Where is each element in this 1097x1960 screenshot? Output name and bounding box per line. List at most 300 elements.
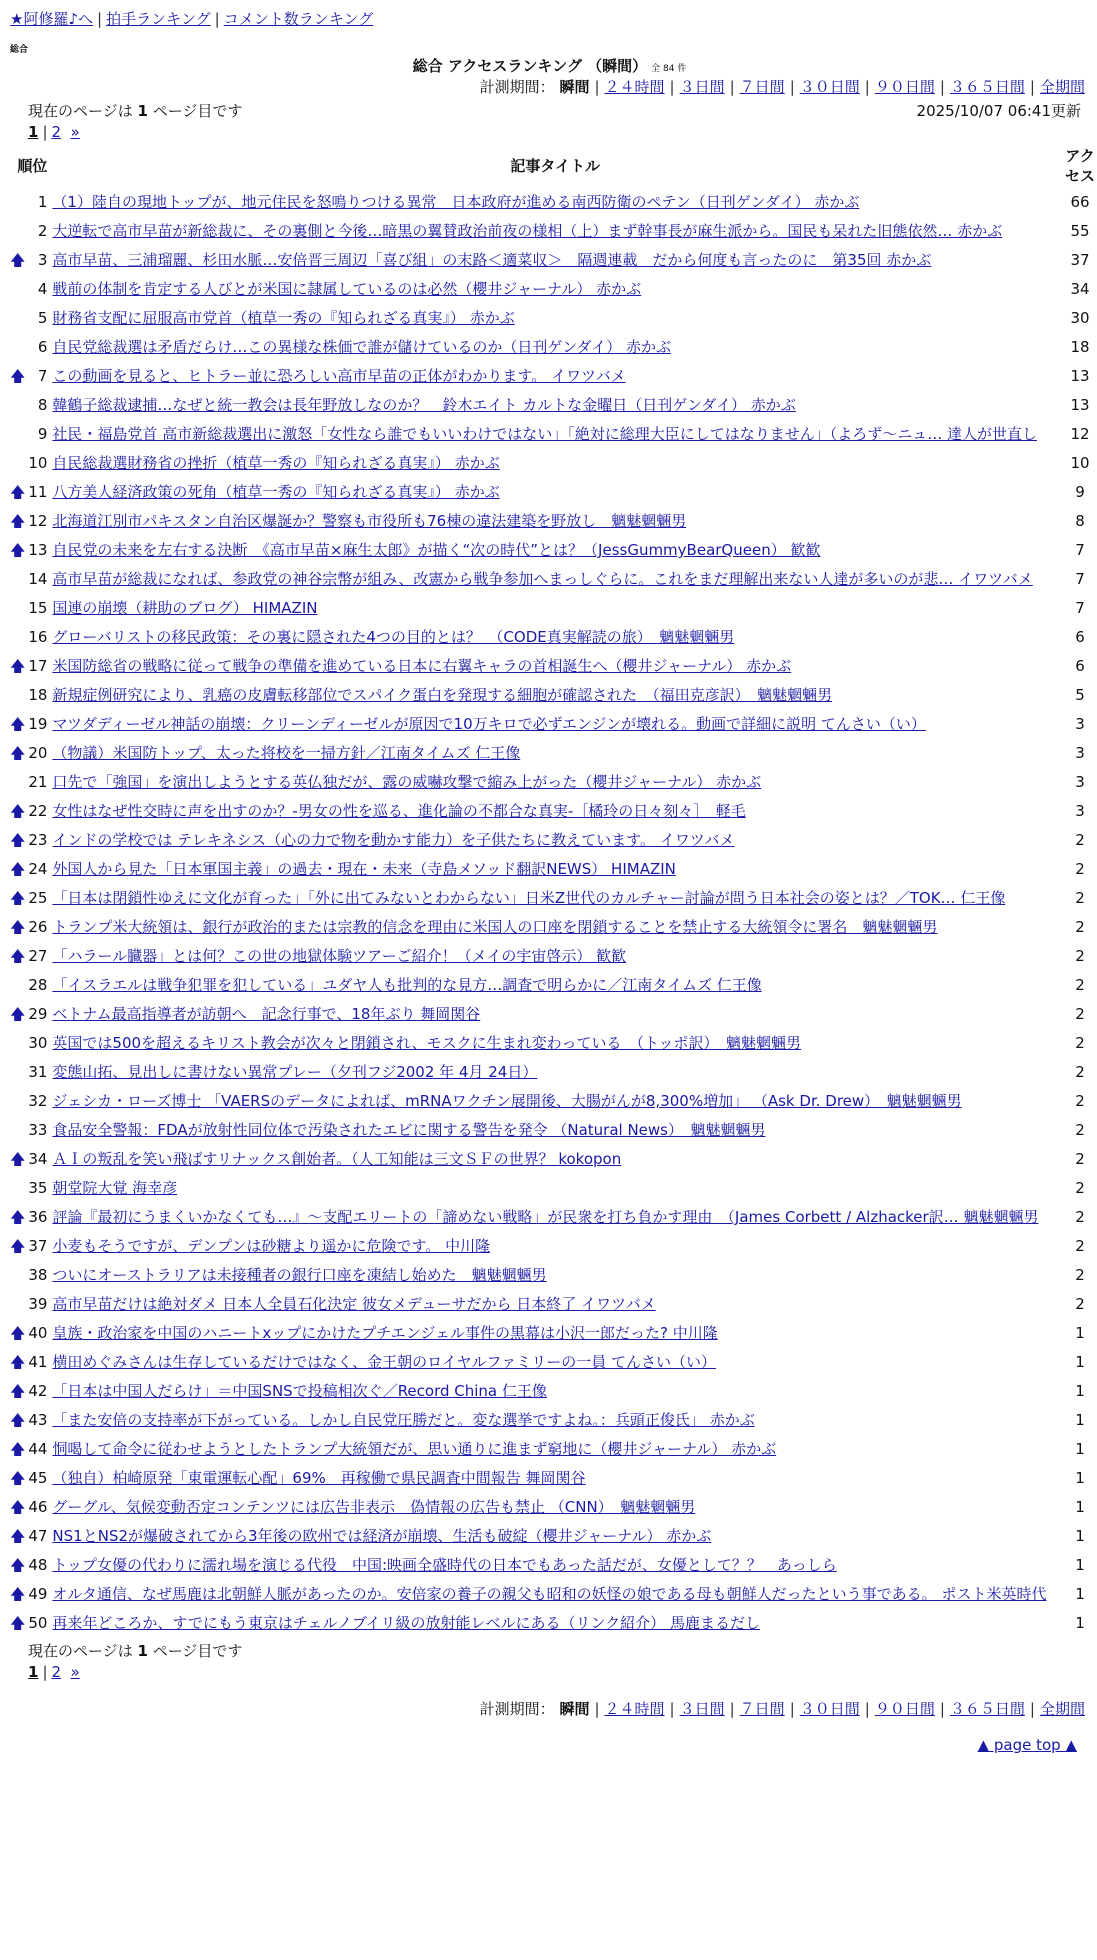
title-cell xyxy=(50,1203,1060,1232)
article-link[interactable]: 変態山拓、見出しに書けない異常プレー（夕刊フジ2002 年 4月 24日） xyxy=(52,1063,538,1081)
article-link[interactable]: 食品安全警報：FDAが放射性同位体で汚染されたエビに関する警告を発令 （Natural News） 魑魅魍魎男 xyxy=(52,1121,766,1139)
access-count: 34 xyxy=(1070,280,1090,298)
up-arrow-icon: 🡅 xyxy=(10,1498,26,1516)
title-cell xyxy=(50,507,1060,536)
arrow-cell xyxy=(10,1058,25,1087)
up-arrow-icon: 🡅 xyxy=(10,1614,26,1632)
up-arrow-icon: 🡅 xyxy=(10,802,26,820)
article-link[interactable]: ついにオーストラリアは未接種者の銀行口座を凍結し始めた 魑魅魍魎男 xyxy=(52,1266,547,1284)
article-link[interactable]: 「ハラール臓器」とは何？この世の地獄体験ツアーご紹介！（メイの宇宙啓示） 歓歓 xyxy=(52,947,627,965)
article-link[interactable]: 高市早苗、三浦瑠麗、杉田水脈…安倍晋三周辺「喜び組」の末路＜適菜収＞ 隔週連載 だから何度も言ったのに 第35回 赤かぶ xyxy=(52,251,932,269)
rank-number: 43 xyxy=(28,1411,48,1429)
title-cell xyxy=(50,1406,1060,1435)
title-cell xyxy=(50,304,1060,333)
up-arrow-icon: 🡅 xyxy=(10,657,26,675)
access-count: 55 xyxy=(1070,222,1090,240)
title-cell xyxy=(50,1609,1060,1638)
article-link[interactable]: 英国では500を超えるキリスト教会が次々と閉鎖され、モスクに生まれ変わっている （トッポ訳） 魑魅魍魎男 xyxy=(52,1034,802,1052)
rank-number: 24 xyxy=(28,860,48,878)
access-count: 1 xyxy=(1075,1469,1085,1487)
title-cell xyxy=(50,913,1060,942)
arrow-cell xyxy=(10,594,25,623)
arrow-cell xyxy=(10,420,25,449)
period-link-3d[interactable]: ３日間 xyxy=(679,1700,725,1718)
arrow-cell xyxy=(10,391,25,420)
rank-number: 22 xyxy=(28,802,48,820)
table-row xyxy=(10,536,1097,565)
access-count: 1 xyxy=(1075,1556,1085,1574)
access-count: 1 xyxy=(1075,1614,1085,1632)
article-link[interactable]: 恫喝して命令に従わせようとしたトランプ大統領だが、思い通りに進まず窮地に（櫻井ジャーナル） 赤かぶ xyxy=(52,1440,777,1458)
table-row xyxy=(10,768,1097,797)
period-link-7d[interactable]: ７日間 xyxy=(739,1700,785,1718)
table-row xyxy=(10,1145,1097,1174)
title-cell xyxy=(50,1319,1060,1348)
nav-separator: | xyxy=(97,10,103,28)
access-count: 9 xyxy=(1075,483,1085,501)
article-link[interactable]: この動画を見ると、ヒトラー並に恐ろしい高市早苗の正体がわかります。 イワツバメ xyxy=(52,367,626,385)
title-cell xyxy=(50,623,1060,652)
period-link-365d[interactable]: ３６５日間 xyxy=(949,78,1025,96)
access-count: 2 xyxy=(1075,976,1085,994)
access-count: 13 xyxy=(1070,396,1090,414)
title-cell xyxy=(50,1174,1060,1203)
up-arrow-icon: 🡅 xyxy=(10,889,26,907)
article-link[interactable]: 自民党総裁選は矛盾だらけ…この異様な株価で誰が儲けているのか（日刊ゲンダイ） 赤かぶ xyxy=(52,338,671,356)
table-row xyxy=(10,710,1097,739)
article-link[interactable]: 新規症例研究により、乳癌の皮膚転移部位でスパイク蛋白を発現する細胞が確認された （福田克彦訳） 魑魅魍魎男 xyxy=(52,686,833,704)
title-cell xyxy=(50,391,1060,420)
period-link-30d[interactable]: ３０日間 xyxy=(799,78,860,96)
access-count: 2 xyxy=(1075,1295,1085,1313)
article-link[interactable]: 自民党の未来を左右する決断 《高市早苗×麻生太郎》が描く“次の時代”とは？（JessGummyBearQueen） 歓歓 xyxy=(52,541,821,559)
period-link-all[interactable]: 全期間 xyxy=(1039,1700,1085,1718)
rank-number: 41 xyxy=(28,1353,48,1371)
table-row xyxy=(10,1609,1097,1638)
table-row xyxy=(10,1493,1097,1522)
rank-number: 42 xyxy=(28,1382,48,1400)
rank-number: 7 xyxy=(37,367,48,385)
article-link[interactable]: 女性はなぜ性交時に声を出すのか？-男女の性を巡る、進化論の不都合な真実-［橘玲の日々刻々］ 軽毛 xyxy=(52,802,746,820)
title-cell xyxy=(50,1145,1060,1174)
access-count: 1 xyxy=(1075,1411,1085,1429)
access-count: 2 xyxy=(1075,860,1085,878)
table-row xyxy=(10,942,1097,971)
pager-next[interactable]: » xyxy=(70,1663,80,1681)
table-row xyxy=(10,507,1097,536)
current-page-text: 現在のページは 1 ページ目です xyxy=(28,1642,243,1660)
article-link[interactable]: （独自）柏崎原発「東電運転心配」69% 再稼働で県民調査中間報告 舞岡関谷 xyxy=(52,1469,586,1487)
pager-next[interactable]: » xyxy=(70,123,80,141)
access-count: 1 xyxy=(1075,1324,1085,1342)
up-arrow-icon: 🡅 xyxy=(10,541,26,559)
title-cell xyxy=(50,942,1060,971)
table-row xyxy=(10,913,1097,942)
article-link[interactable]: NS1とNS2が爆破されてから3年後の欧州では経済が崩壊、生活も破綻（櫻井ジャーナル） 赤かぶ xyxy=(52,1527,712,1545)
arrow-cell xyxy=(10,1290,25,1319)
arrow-cell xyxy=(10,1116,25,1145)
arrow-cell xyxy=(10,1261,25,1290)
access-count: 2 xyxy=(1075,1063,1085,1081)
rank-number: 45 xyxy=(28,1469,48,1487)
arrow-cell xyxy=(10,1174,25,1203)
title-cell xyxy=(50,1435,1060,1464)
rank-number: 29 xyxy=(28,1005,48,1023)
ranking-table xyxy=(10,144,1097,1638)
access-count: 13 xyxy=(1070,367,1090,385)
article-link[interactable]: オルタ通信、なぜ馬鹿は北朝鮮人脈があったのか。安倍家の養子の親父も昭和の妖怪の娘である母も朝鮮人だったという事である。 ポスト米英時代 xyxy=(52,1585,1047,1603)
access-count: 6 xyxy=(1075,657,1085,675)
table-row xyxy=(10,884,1097,913)
rank-number: 31 xyxy=(28,1063,48,1081)
rank-number: 50 xyxy=(28,1614,48,1632)
article-link[interactable]: 大逆転で高市早苗が新総裁に、その裏側と今後…暗黒の翼賛政治前夜の様相（上）まず幹事長が麻生派から。国民も呆れた旧態依然… 赤かぶ xyxy=(52,222,1003,240)
article-link[interactable]: 米国防総省の戦略に従って戦争の準備を進めている日本に右翼キャラの首相誕生へ（櫻井ジャーナル） 赤かぶ xyxy=(52,657,792,675)
up-arrow-icon: 🡅 xyxy=(10,947,26,965)
article-link[interactable]: 韓鶴子総裁逮捕…なぜと統一教会は長年野放しなのか？ 鈴木エイト カルトな金曜日（日刊ゲンダイ） 赤かぶ xyxy=(52,396,796,414)
article-link[interactable]: マツダディーゼル神話の崩壊：クリーンディーゼルが原因で10万キロで必ずエンジンが壊れる。動画で詳細に説明 てんさい（い） xyxy=(52,715,926,733)
up-arrow-icon: 🡅 xyxy=(10,1440,26,1458)
period-label: 計測期間： xyxy=(479,78,555,96)
pager-current: 1 xyxy=(28,123,39,141)
access-count: 2 xyxy=(1075,831,1085,849)
title-cell xyxy=(50,420,1060,449)
title-cell xyxy=(50,1522,1060,1551)
pager-link-2[interactable]: 2 xyxy=(51,1663,62,1681)
article-link[interactable]: ジェシカ・ローズ博士 「VAERSのデータによれば、mRNAワクチン展開後、大腸がんが8,300%増加」 （Ask Dr. Drew） 魑魅魍魎男 xyxy=(52,1092,962,1110)
title-cell xyxy=(50,246,1060,275)
rank-number: 4 xyxy=(37,280,48,298)
article-link[interactable]: 高市早苗だけは絶対ダメ 日本人全員石化決定 彼女メデューサだから 日本終了 イワツバメ xyxy=(52,1295,656,1313)
access-count: 6 xyxy=(1075,628,1085,646)
rank-number: 17 xyxy=(28,657,48,675)
article-link[interactable]: 小麦もそうですが、デンプンは砂糖より遥かに危険です。 中川隆 xyxy=(52,1237,491,1255)
access-count: 1 xyxy=(1075,1585,1085,1603)
rank-number: 25 xyxy=(28,889,48,907)
article-link[interactable]: 「日本は中国人だらけ」＝中国SNSで投稿相次ぐ／Record China 仁王像 xyxy=(52,1382,547,1400)
rank-number: 38 xyxy=(28,1266,48,1284)
article-link[interactable]: インドの学校では テレキネシス（心の力で物を動かす能力）を子供たちに教えています。 イワツバメ xyxy=(52,831,735,849)
table-row xyxy=(10,652,1097,681)
article-link[interactable]: 口先で「強国」を演出しようとする英仏独だが、露の威嚇攻撃で縮み上がった（櫻井ジャーナル） 赤かぶ xyxy=(52,773,762,791)
rank-number: 36 xyxy=(28,1208,48,1226)
article-link[interactable]: 戦前の体制を肯定する人びとが米国に隷属しているのは必然（櫻井ジャーナル） 赤かぶ xyxy=(52,280,642,298)
table-row xyxy=(10,1116,1097,1145)
rank-number: 33 xyxy=(28,1121,48,1139)
article-link[interactable]: 「また安倍の支持率が下がっている。しかし自民党圧勝だと。変な選挙ですよね。：兵頭正俊氏」 赤かぶ xyxy=(52,1411,755,1429)
table-row xyxy=(10,797,1097,826)
rank-number: 13 xyxy=(28,541,48,559)
rank-number: 18 xyxy=(28,686,48,704)
category-label: 総合 xyxy=(10,45,29,55)
header-rank: 順位 xyxy=(17,157,48,175)
nav-link-ashura[interactable]: ★阿修羅♪へ xyxy=(10,10,94,28)
arrow-cell xyxy=(10,565,25,594)
rank-number: 40 xyxy=(28,1324,48,1342)
rank-number: 9 xyxy=(37,425,48,443)
rank-number: 6 xyxy=(37,338,48,356)
table-row xyxy=(10,971,1097,1000)
table-row xyxy=(10,594,1097,623)
access-count: 3 xyxy=(1075,773,1085,791)
article-link[interactable]: 外国人から見た「日本軍国主義」の過去・現在・未来（寺島メソッド翻訳NEWS） HIMAZIN xyxy=(52,860,676,878)
article-link[interactable]: 「日本は閉鎖性ゆえに文化が育った」「外に出てみないとわからない」日米Z世代のカルチャー討論が問う日本社会の姿とは？／TOK… 仁王像 xyxy=(52,889,1006,907)
table-header-row xyxy=(10,144,1097,188)
article-link[interactable]: 皇族・政治家を中国のハニートxップにかけたプチエンジェル事件の黒幕は小沢一郎だった? 中川隆 xyxy=(52,1324,718,1342)
rank-number: 47 xyxy=(28,1527,48,1545)
article-link[interactable]: 評論『最初にうまくいかなくても…』〜支配エリートの「諦めない戦略」が民衆を打ち負かす理由 （James Corbett / Alzhacker訳… 魑魅魍魎男 xyxy=(52,1208,1039,1226)
article-link[interactable]: 「イスラエルは戦争犯罪を犯している」ユダヤ人も批判的な見方…調査で明らかに／江南タイムズ 仁王像 xyxy=(52,976,762,994)
table-row xyxy=(10,855,1097,884)
up-arrow-icon: 🡅 xyxy=(10,918,26,936)
title-cell xyxy=(50,1232,1060,1261)
article-link[interactable]: 横田めぐみさんは生存しているだけではなく、金王朝のロイヤルファミリーの一員 てんさい（い） xyxy=(52,1353,716,1371)
up-arrow-icon: 🡅 xyxy=(10,251,26,269)
up-arrow-icon: 🡅 xyxy=(10,1527,26,1545)
arrow-cell xyxy=(10,623,25,652)
period-link-24h[interactable]: ２４時間 xyxy=(604,1700,665,1718)
access-count: 2 xyxy=(1075,889,1085,907)
access-count: 2 xyxy=(1075,1179,1085,1197)
table-row xyxy=(10,449,1097,478)
article-link[interactable]: グーグル、気候変動否定コンテンツには広告非表示 偽情報の広告も禁止 （CNN） 魑魅魍魎男 xyxy=(52,1498,696,1516)
article-link[interactable]: 北海道江別市パキスタン自治区爆誕か？警察も市役所も76棟の違法建築を野放し 魑魅魍魎男 xyxy=(52,512,687,530)
table-row xyxy=(10,333,1097,362)
article-link[interactable]: ベトナム最高指導者が訪朝へ 記念行事で、18年ぶり 舞岡関谷 xyxy=(52,1005,481,1023)
rank-number: 44 xyxy=(28,1440,48,1458)
arrow-cell xyxy=(10,1029,25,1058)
table-row xyxy=(10,275,1097,304)
page-top-link[interactable]: ▲ page top ▲ xyxy=(977,1736,1077,1754)
access-count: 1 xyxy=(1075,1440,1085,1458)
table-row xyxy=(10,1580,1097,1609)
title-cell xyxy=(50,275,1060,304)
header-access: アクセス xyxy=(1064,147,1095,185)
access-count: 2 xyxy=(1075,1121,1085,1139)
arrow-cell xyxy=(10,449,25,478)
title-cell xyxy=(50,1000,1060,1029)
article-link[interactable]: 社民・福島党首 高市新総裁選出に激怒「女性なら誰でもいいわけではない」「絶対に総理大臣にしてはなりません」（よろず〜ニュ… 達人が世直し xyxy=(52,425,1037,443)
title-cell xyxy=(50,1058,1060,1087)
page-top-container xyxy=(10,1736,1089,1754)
article-link[interactable]: 国連の崩壊（耕助のブログ） HIMAZIN xyxy=(52,599,318,617)
page-info xyxy=(10,100,1089,122)
arrow-cell xyxy=(10,971,25,1000)
pager-link-2[interactable]: 2 xyxy=(51,123,62,141)
article-link[interactable]: 高市早苗が総裁になれば、参政党の神谷宗幣が組み、改憲から戦争参加へまっしぐらに。これをまだ理解出来ない人達が多いのが悲… イワツバメ xyxy=(52,570,1033,588)
title-cell xyxy=(50,1493,1060,1522)
access-count: 2 xyxy=(1075,1150,1085,1168)
article-link[interactable]: 再来年どころか、すでにもう東京はチェルノブイリ級の放射能レベルにある（リンク紹介） 馬鹿まるだし xyxy=(52,1614,760,1632)
table-row xyxy=(10,1348,1097,1377)
period-selector-bottom: 計測期間： 瞬間 | ２４時間 | ３日間 | ７日間 | ３０日間 | ９０日間 | ３６５日間 | 全期間 xyxy=(479,1700,1085,1718)
rank-number: 20 xyxy=(28,744,48,762)
up-arrow-icon: 🡅 xyxy=(10,744,26,762)
title-cell xyxy=(50,1464,1060,1493)
article-link[interactable]: （物議）米国防トップ、太った将校を一掃方針／江南タイムズ 仁王像 xyxy=(52,744,521,762)
total-count: 全 84 件 xyxy=(651,64,687,74)
rank-number: 48 xyxy=(28,1556,48,1574)
table-row xyxy=(10,1551,1097,1580)
title-cell xyxy=(50,826,1060,855)
up-arrow-icon: 🡅 xyxy=(10,1556,26,1574)
rank-number: 12 xyxy=(28,512,48,530)
ranking-title: 総合 アクセスランキング （瞬間） xyxy=(412,57,648,75)
pager-current: 1 xyxy=(28,1663,39,1681)
access-count: 3 xyxy=(1075,715,1085,733)
table-row xyxy=(10,1087,1097,1116)
article-link[interactable]: （1）陸自の現地トップが、地元住民を怒鳴りつける異常 日本政府が進める南西防衛のペテン（日刊ゲンダイ） 赤かぶ xyxy=(52,193,860,211)
article-link[interactable]: トランプ米大統領は、銀行が政治的または宗教的信念を理由に米国人の口座を閉鎖することを禁止する大統領令に署名 魑魅魍魎男 xyxy=(52,918,938,936)
arrow-cell xyxy=(10,304,25,333)
article-link[interactable]: 自民総裁選財務省の挫折（植草一秀の『知られざる真実』） 赤かぶ xyxy=(52,454,500,472)
period-link-30d[interactable]: ３０日間 xyxy=(799,1700,860,1718)
title-cell xyxy=(50,478,1060,507)
access-count: 1 xyxy=(1075,1382,1085,1400)
title-cell xyxy=(50,971,1060,1000)
up-arrow-icon: 🡅 xyxy=(10,1411,26,1429)
table-row xyxy=(10,623,1097,652)
access-count: 37 xyxy=(1070,251,1090,269)
nav-link-comment-ranking[interactable]: コメント数ランキング xyxy=(223,10,374,28)
table-row xyxy=(10,1261,1097,1290)
pager-bottom: 1 | 2 » xyxy=(28,1663,80,1681)
table-row xyxy=(10,681,1097,710)
updated-timestamp: 2025/10/07 06:41更新 xyxy=(916,102,1081,120)
access-count: 2 xyxy=(1075,1237,1085,1255)
access-count: 66 xyxy=(1070,193,1090,211)
rank-number: 14 xyxy=(28,570,48,588)
up-arrow-icon: 🡅 xyxy=(10,1469,26,1487)
rank-number: 30 xyxy=(28,1034,48,1052)
access-count: 2 xyxy=(1075,1208,1085,1226)
nav-link-applause-ranking[interactable]: 拍手ランキング xyxy=(106,10,211,28)
article-link[interactable]: トップ女優の代わりに濡れ場を演じる代役 中国:映画全盛時代の日本でもあった話だが、女優として？？ あっしら xyxy=(52,1556,837,1574)
rank-number: 49 xyxy=(28,1585,48,1603)
table-row xyxy=(10,304,1097,333)
table-row xyxy=(10,478,1097,507)
period-link-90d[interactable]: ９０日間 xyxy=(874,78,935,96)
arrow-cell xyxy=(10,681,25,710)
access-count: 1 xyxy=(1075,1353,1085,1371)
rank-number: 34 xyxy=(28,1150,48,1168)
article-link[interactable]: グローバリストの移民政策：その裏に隠された4つの目的とは？ （CODE真実解読の旅） 魑魅魍魎男 xyxy=(52,628,735,646)
up-arrow-icon: 🡅 xyxy=(10,483,26,501)
rank-number: 19 xyxy=(28,715,48,733)
period-link-all[interactable]: 全期間 xyxy=(1039,78,1085,96)
rank-number: 10 xyxy=(28,454,48,472)
period-link-3d[interactable]: ３日間 xyxy=(679,78,725,96)
arrow-cell xyxy=(10,1087,25,1116)
title-cell xyxy=(50,768,1060,797)
period-label: 計測期間： xyxy=(479,1700,555,1718)
title-cell xyxy=(50,188,1060,217)
table-row xyxy=(10,391,1097,420)
period-link-365d[interactable]: ３６５日間 xyxy=(949,1700,1025,1718)
rank-number: 35 xyxy=(28,1179,48,1197)
article-link[interactable]: 財務省支配に屈服高市党首（植草一秀の『知られざる真実』） 赤かぶ xyxy=(52,309,515,327)
table-row xyxy=(10,1464,1097,1493)
table-row xyxy=(10,565,1097,594)
up-arrow-icon: 🡅 xyxy=(10,1005,26,1023)
page-info-bottom xyxy=(10,1640,1089,1662)
article-link[interactable]: ＡＩの叛乱を笑い飛ばすリナックス創始者。（人工知能は三文ＳＦの世界？ kokopon xyxy=(52,1150,622,1168)
rank-number: 8 xyxy=(37,396,48,414)
title-cell xyxy=(50,1029,1060,1058)
title-cell xyxy=(50,1116,1060,1145)
ranking-body xyxy=(10,188,1097,1638)
table-row xyxy=(10,1435,1097,1464)
period-link-24h[interactable]: ２４時間 xyxy=(604,78,665,96)
access-count: 7 xyxy=(1075,570,1085,588)
access-count: 5 xyxy=(1075,686,1085,704)
table-row xyxy=(10,362,1097,391)
table-row xyxy=(10,246,1097,275)
rank-number: 11 xyxy=(28,483,48,501)
access-count: 1 xyxy=(1075,1498,1085,1516)
rank-number: 46 xyxy=(28,1498,48,1516)
title-cell xyxy=(50,1580,1060,1609)
table-row xyxy=(10,1058,1097,1087)
access-count: 2 xyxy=(1075,1034,1085,1052)
title-cell xyxy=(50,565,1060,594)
up-arrow-icon: 🡅 xyxy=(10,1353,26,1371)
rank-number: 27 xyxy=(28,947,48,965)
period-link-7d[interactable]: ７日間 xyxy=(739,78,785,96)
access-count: 7 xyxy=(1075,599,1085,617)
title-cell xyxy=(50,855,1060,884)
access-count: 2 xyxy=(1075,918,1085,936)
up-arrow-icon: 🡅 xyxy=(10,1585,26,1603)
current-page-text: 現在のページは 1 ページ目です xyxy=(28,102,243,120)
title-cell xyxy=(50,884,1060,913)
arrow-cell xyxy=(10,275,25,304)
table-row xyxy=(10,1319,1097,1348)
access-count: 3 xyxy=(1075,744,1085,762)
table-row xyxy=(10,188,1097,217)
title-cell xyxy=(50,594,1060,623)
table-row xyxy=(10,217,1097,246)
arrow-cell xyxy=(10,333,25,362)
period-link-90d[interactable]: ９０日間 xyxy=(874,1700,935,1718)
article-link[interactable]: 朝堂院大覚 海幸彦 xyxy=(52,1179,178,1197)
up-arrow-icon: 🡅 xyxy=(10,1208,26,1226)
table-row xyxy=(10,1000,1097,1029)
title-cell xyxy=(50,739,1060,768)
up-arrow-icon: 🡅 xyxy=(10,715,26,733)
title-cell xyxy=(50,1551,1060,1580)
title-cell xyxy=(50,1290,1060,1319)
title-cell xyxy=(50,681,1060,710)
up-arrow-icon: 🡅 xyxy=(10,512,26,530)
rank-number: 16 xyxy=(28,628,48,646)
table-row xyxy=(10,1522,1097,1551)
access-count: 7 xyxy=(1075,541,1085,559)
table-row xyxy=(10,1406,1097,1435)
up-arrow-icon: 🡅 xyxy=(10,1324,26,1342)
title-cell xyxy=(50,449,1060,478)
period-selector-top: 計測期間： 瞬間 | ２４時間 | ３日間 | ７日間 | ３０日間 | ９０日間 | ３６５日間 | 全期間 xyxy=(479,78,1085,96)
rank-number: 5 xyxy=(37,309,48,327)
title-cell xyxy=(50,333,1060,362)
title-cell xyxy=(50,1261,1060,1290)
rank-number: 39 xyxy=(28,1295,48,1313)
period-current: 瞬間 xyxy=(559,1700,590,1718)
rank-number: 1 xyxy=(37,193,48,211)
table-row xyxy=(10,420,1097,449)
access-count: 2 xyxy=(1075,947,1085,965)
article-link[interactable]: 八方美人経済政策の死角（植草一秀の『知られざる真実』） 赤かぶ xyxy=(52,483,500,501)
